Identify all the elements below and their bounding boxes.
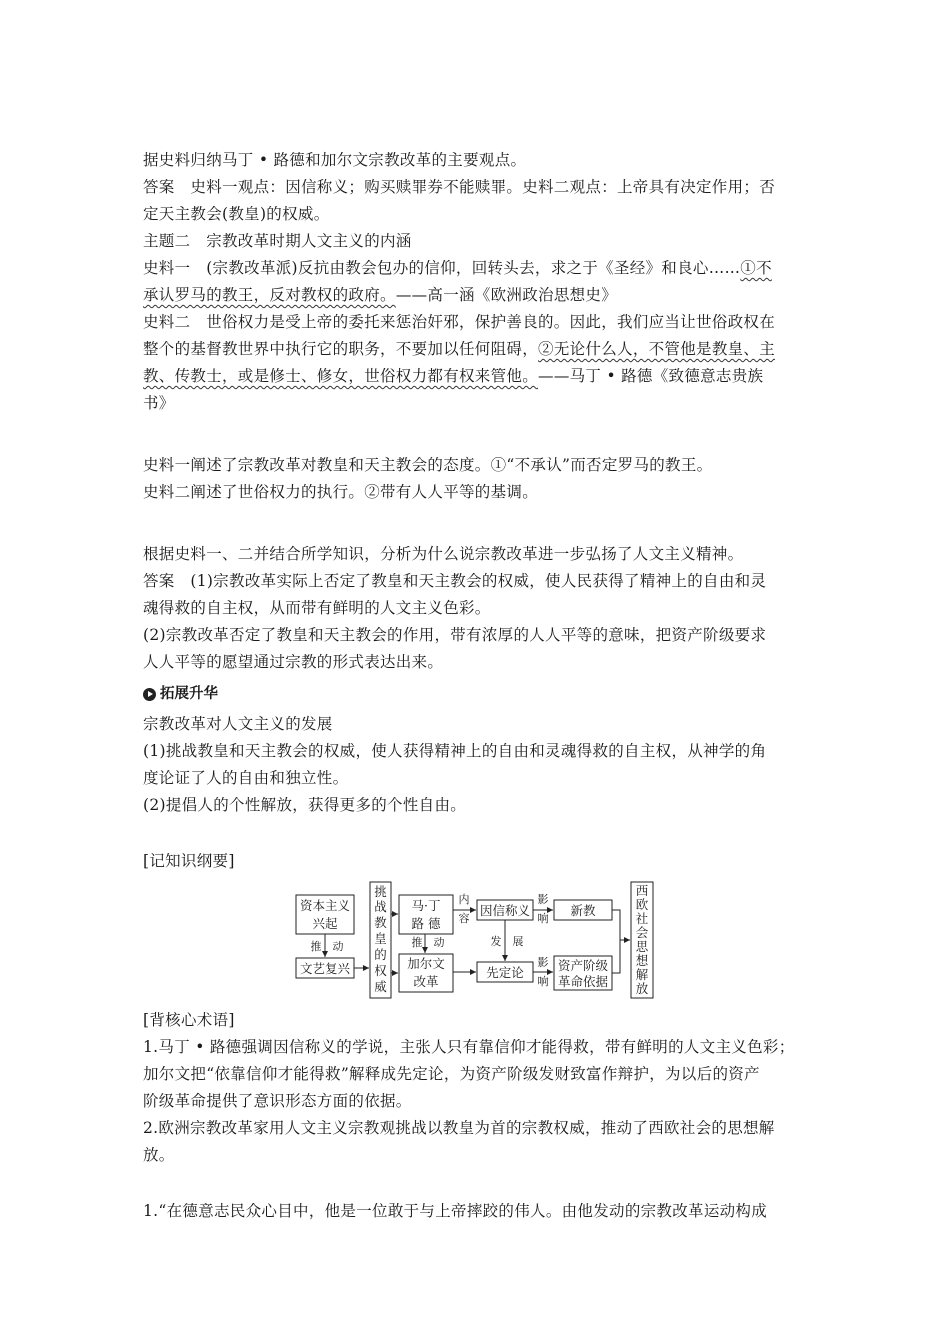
label-influence: 响 (537, 912, 549, 925)
label-content: 内 (458, 893, 470, 906)
text-line: 据史料归纳马丁 • 路德和加尔文宗教改革的主要观点。 (143, 151, 527, 169)
underlined-text: 教、传教士，或是修士、修女，世俗权力都有权来管他。 (143, 367, 539, 385)
label-calvin-2: 改革 (413, 974, 439, 989)
label-influence: 响 (537, 975, 549, 988)
answer-line: 人人平等的愿望通过宗教的形式表达出来。 (143, 653, 444, 671)
label-west: 会 (635, 925, 649, 940)
text-line: 加尔文把“依靠信仰才能得救”解释成先定论，为资产阶级发财致富作辩护，为以后的资产 (143, 1065, 760, 1083)
label-challenge: 教 (374, 915, 387, 930)
label-calvin-1: 加尔文 (407, 956, 445, 971)
text-line: (2)提倡人的个性解放，获得更多的个性自由。 (143, 796, 467, 814)
citation: ——高一涵《欧洲政治思想史》 (395, 286, 618, 304)
label-push-left: 推 动 (310, 940, 344, 953)
text-line: 史料二阐述了世俗权力的执行。②带有人人平等的基调。 (143, 483, 539, 501)
citation: ——马丁 • 路德《致德意志贵族 (538, 367, 764, 385)
label-capitalism-2: 兴起 (312, 916, 338, 931)
source-line: 史料二 世俗权力是受上帝的委托来惩治奸邪，保护善良的。因此，我们应当让世俗政权在 (143, 313, 776, 331)
label-protestantism: 新教 (570, 903, 596, 918)
label-predestination: 先定论 (486, 965, 524, 980)
question-line: 根据史料一、二并结合所学知识，分析为什么说宗教改革进一步弘扬了人文主义精神。 (143, 545, 744, 563)
text-line: 宗教改革对人文主义的发展 (143, 715, 333, 733)
text-line: 2.欧洲宗教改革家用人文主义宗教观挑战以教皇为首的宗教权威，推动了西欧社会的思想解 (143, 1119, 775, 1137)
label-renaissance: 文艺复兴 (299, 961, 351, 976)
label-develop: 发 展 (490, 935, 524, 948)
label-challenge: 挑 (374, 884, 387, 899)
source-line: 书》 (143, 394, 175, 412)
label-influence: 影 (537, 893, 549, 906)
label-luther-2: 路 德 (411, 916, 441, 931)
label-challenge: 权 (374, 963, 387, 978)
text-line: (1)挑战教皇和天主教会的权威，使人获得精神上的自由和灵魂得救的自主权，从神学的角 (143, 742, 767, 760)
answer-line: 答案 史料一观点：因信称义；购买赎罪券不能赎罪。史料二观点：上帝具有决定作用；否 (143, 178, 776, 196)
underlined-text: 承认罗马的教王，反对教权的政府。 (143, 286, 396, 304)
text-line: 度论证了人的自由和独立性。 (143, 769, 349, 787)
topic-heading: 主题二 宗教改革时期人文主义的内涵 (143, 232, 412, 250)
answer-line: (2)宗教改革否定了教皇和天主教会的作用，带有浓厚的人人平等的意味，把资产阶级要求 (143, 626, 767, 644)
source-text: 整个的基督教世界中执行它的职务，不要加以任何阻碍， (143, 340, 539, 358)
label-challenge: 的 (374, 947, 387, 962)
text-line: 定天主教会(教皇)的权威。 (143, 205, 330, 223)
label-west: 欧 (635, 897, 649, 912)
label-capitalism-1: 资本主义 (299, 898, 351, 913)
arrow-to-west-top (612, 910, 630, 940)
label-faith: 因信称义 (479, 903, 531, 918)
section-heading-label: 拓展升华 (160, 686, 218, 702)
label-bourgeois-1: 资产阶级 (557, 958, 609, 973)
section-label: [记知识纲要] (143, 852, 235, 870)
label-luther-1: 马·丁 (411, 898, 441, 913)
question-line: 1.“在德意志民众心目中，他是一位敢于与上帝摔跤的伟人。由他发动的宗教改革运动构成 (143, 1202, 768, 1220)
source-text: 史料一 (宗教改革派)反抗由教会包办的信仰，回转头去，求之于《圣经》和良心…… (143, 259, 741, 277)
text-line: 放。 (143, 1146, 175, 1164)
label-influence: 影 (537, 956, 549, 969)
label-challenge: 战 (374, 899, 387, 914)
label-push-mid: 推 动 (411, 936, 445, 949)
text-line: 1.马丁 • 路德强调因信称义的学说，主张人只有靠信仰才能得救，带有鲜明的人文主义色彩； (143, 1038, 795, 1056)
label-west: 思 (635, 939, 649, 954)
underlined-text: ①不 (740, 259, 772, 277)
arrow-to-west-bot (612, 940, 620, 973)
label-content: 容 (458, 912, 470, 925)
label-west: 想 (635, 953, 649, 968)
label-west: 放 (635, 981, 649, 996)
answer-line: 答案 (1)宗教改革实际上否定了教皇和天主教会的权威，使人民获得了精神上的自由和灵 (143, 572, 767, 590)
label-challenge: 皇 (374, 931, 387, 946)
answer-line: 魂得救的自主权，从而带有鲜明的人文主义色彩。 (143, 599, 491, 617)
label-west: 西 (635, 883, 649, 898)
label-west: 社 (635, 911, 649, 926)
text-line: 史料一阐述了宗教改革对教皇和天主教会的态度。①“不承认”而否定罗马的教王。 (143, 456, 713, 474)
label-challenge: 威 (374, 979, 387, 994)
underlined-text: ②无论什么人，不管他是教皇、主 (538, 340, 776, 358)
text-line: 阶级革命提供了意识形态方面的依据。 (143, 1092, 412, 1110)
label-west: 解 (635, 967, 649, 982)
section-label: [背核心术语] (143, 1011, 235, 1029)
label-bourgeois-2: 革命依据 (557, 974, 609, 989)
